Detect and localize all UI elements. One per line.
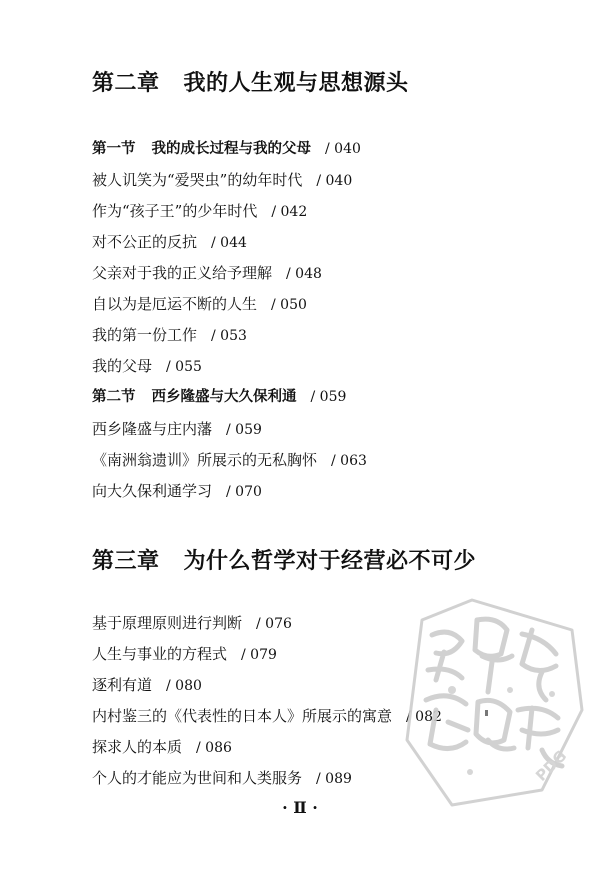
entry-title: 逐利有道 <box>92 676 153 694</box>
chapter-number: 第二章 <box>92 71 160 96</box>
section-number: 第二节 <box>92 389 136 405</box>
toc-section[interactable] <box>92 387 512 407</box>
entry-title: 父亲对于我的正义给予理解 <box>92 264 273 282</box>
scan-speck <box>485 710 488 716</box>
chapter-title: 我的人生观与思想源头 <box>183 71 409 96</box>
toc-entry[interactable] <box>92 450 512 471</box>
page-ref: / 079 <box>241 647 277 663</box>
page-ref: / 055 <box>166 359 202 375</box>
page-ref: / 044 <box>211 235 247 251</box>
entry-title: 被人讥笑为“爱哭虫”的幼年时代 <box>92 171 303 189</box>
entry-title: 个人的才能应为世间和人类服务 <box>92 769 303 787</box>
toc-entry[interactable] <box>92 481 512 502</box>
section-title: 我的成长过程与我的父母 <box>151 141 311 157</box>
toc-entry[interactable] <box>92 170 512 191</box>
entry-title: 作为“孩子王”的少年时代 <box>92 202 258 220</box>
page-ref: / 050 <box>271 297 307 313</box>
toc-entry[interactable] <box>92 263 512 284</box>
entry-title: 内村鉴三的《代表性的日本人》所展示的寓意 <box>92 707 393 725</box>
entry-title: 我的第一份工作 <box>92 326 198 344</box>
library-seal-icon <box>392 590 592 820</box>
page-number: · Ⅱ · <box>282 798 318 817</box>
page-ref: / 063 <box>331 453 367 469</box>
entry-title: 对不公正的反抗 <box>92 233 198 251</box>
toc-entry[interactable] <box>92 201 512 222</box>
entry-title: 《南洲翁遗训》所展示的无私胸怀 <box>92 451 318 469</box>
page-ref: / 076 <box>256 616 292 632</box>
seal-text: PDG <box>532 746 571 785</box>
chapter-title: 为什么哲学对于经营必不可少 <box>183 549 477 574</box>
page-ref: / 040 <box>316 173 353 189</box>
page-ref: / 053 <box>211 328 247 344</box>
entry-title: 人生与事业的方程式 <box>92 645 228 663</box>
toc-entry[interactable] <box>92 356 512 377</box>
chapter-heading <box>92 544 532 575</box>
page-ref: / 070 <box>226 484 262 500</box>
entry-title: 基于原理原则进行判断 <box>92 614 243 632</box>
entry-title: 向大久保利通学习 <box>92 482 213 500</box>
entry-title: 探求人的本质 <box>92 738 183 756</box>
chapter-number: 第三章 <box>92 549 160 574</box>
toc-entry[interactable] <box>92 325 512 346</box>
chapter-heading <box>92 66 532 97</box>
toc-entry[interactable] <box>92 419 512 440</box>
section-number: 第一节 <box>92 141 136 157</box>
page-ref: / 059 <box>226 422 262 438</box>
entry-title: 西乡隆盛与庄内藩 <box>92 420 213 438</box>
page-ref: / 080 <box>166 678 202 694</box>
entry-title: 自以为是厄运不断的人生 <box>92 295 258 313</box>
page-ref: / 042 <box>271 204 308 220</box>
toc-entry[interactable] <box>92 294 512 315</box>
page-ref: / 048 <box>286 266 322 282</box>
section-title: 西乡隆盛与大久保利通 <box>151 389 297 405</box>
page-ref: / 040 <box>325 141 361 157</box>
page-ref: / 059 <box>310 389 347 405</box>
toc-entry[interactable] <box>92 232 512 253</box>
entry-title: 我的父母 <box>92 357 153 375</box>
page-ref: / 086 <box>196 740 232 756</box>
page-ref: / 082 <box>406 709 442 725</box>
toc-section[interactable] <box>92 139 512 159</box>
page-ref: / 089 <box>316 771 352 787</box>
